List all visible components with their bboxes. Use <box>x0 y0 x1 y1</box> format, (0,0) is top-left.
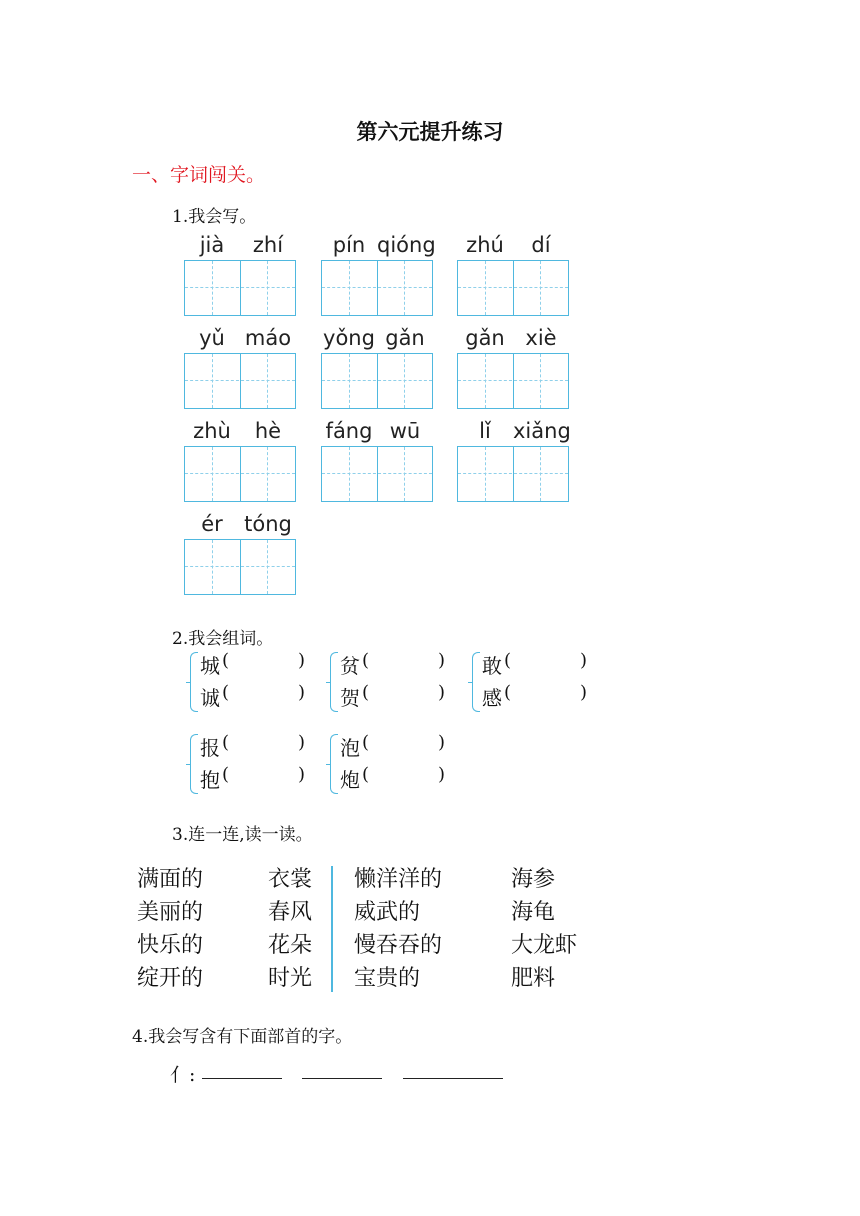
answer-blank[interactable] <box>374 732 434 756</box>
word-building-row <box>340 764 446 793</box>
open-paren: ( <box>362 650 370 671</box>
guide-line <box>458 380 568 381</box>
writing-grid <box>184 539 296 595</box>
writing-grid <box>321 260 433 316</box>
close-paren: ) <box>438 764 446 785</box>
guide-line <box>212 354 213 408</box>
guide-line <box>185 287 295 288</box>
word-building-row <box>340 650 446 679</box>
base-character: 敢 <box>482 654 502 678</box>
pinyin-label: yǒng <box>323 326 375 350</box>
guide-line <box>322 473 432 474</box>
guide-line <box>185 380 295 381</box>
close-paren: ) <box>580 650 588 671</box>
writing-grid <box>184 260 296 316</box>
pinyin-label: tóng <box>244 512 292 536</box>
word-building-row <box>200 650 306 679</box>
match-item[interactable]: 懒洋洋的 <box>354 867 443 892</box>
base-character: 贫 <box>340 654 360 678</box>
brace-tip <box>326 764 331 765</box>
answer-blank[interactable] <box>516 650 576 674</box>
pinyin-label: jià <box>199 233 225 257</box>
grid-divider <box>513 261 515 315</box>
close-paren: ) <box>298 650 306 671</box>
answer-blank[interactable] <box>234 682 294 706</box>
match-column-1 <box>137 863 203 995</box>
open-paren: ( <box>504 682 512 703</box>
brace-tip <box>186 682 191 683</box>
brace-icon <box>190 652 198 712</box>
writing-grid <box>457 353 569 409</box>
guide-line <box>267 354 268 408</box>
base-character: 感 <box>482 686 502 710</box>
guide-line <box>458 473 568 474</box>
answer-blank[interactable] <box>234 732 294 756</box>
pinyin-label: pín <box>332 233 366 257</box>
question-4-label: 4.我会写含有下面部首的字。 <box>132 1027 353 1047</box>
guide-line <box>349 261 350 315</box>
close-paren: ) <box>438 732 446 753</box>
match-item[interactable]: 花朵 <box>268 933 313 958</box>
open-paren: ( <box>222 682 230 703</box>
match-item[interactable]: 满面的 <box>137 867 204 892</box>
pinyin-label: lǐ <box>479 419 491 443</box>
pinyin-label: fáng <box>325 419 373 443</box>
brace-icon <box>190 734 198 794</box>
grid-divider <box>377 261 379 315</box>
grid-divider <box>377 447 379 501</box>
brace-icon <box>330 652 338 712</box>
close-paren: ) <box>298 732 306 753</box>
close-paren: ) <box>298 764 306 785</box>
guide-line <box>404 261 405 315</box>
answer-blank[interactable] <box>374 682 434 706</box>
grid-divider <box>240 447 242 501</box>
guide-line <box>485 261 486 315</box>
word-building-row <box>340 682 446 711</box>
match-column-2 <box>268 863 312 995</box>
grid-divider <box>240 540 242 594</box>
answer-blank-3[interactable] <box>403 1078 503 1079</box>
close-paren: ) <box>580 682 588 703</box>
pinyin-label: qióng <box>377 233 436 257</box>
word-building-row <box>340 732 446 761</box>
question-3-label: 3.连一连,读一读。 <box>172 825 313 845</box>
writing-grid <box>184 353 296 409</box>
writing-grid <box>457 446 569 502</box>
match-item[interactable]: 大龙虾 <box>511 933 578 958</box>
word-building-row <box>200 732 306 761</box>
grid-divider <box>240 261 242 315</box>
base-character: 炮 <box>340 768 360 792</box>
word-building-row <box>482 682 588 711</box>
close-paren: ) <box>298 682 306 703</box>
match-item[interactable]: 时光 <box>268 966 313 991</box>
writing-grid <box>321 353 433 409</box>
match-item[interactable]: 慢吞吞的 <box>354 933 443 958</box>
grid-divider <box>513 354 515 408</box>
question-1-label: 1.我会写。 <box>172 207 257 227</box>
match-item[interactable]: 春风 <box>268 900 313 925</box>
answer-blank[interactable] <box>374 764 434 788</box>
answer-blank[interactable] <box>374 650 434 674</box>
base-character: 泡 <box>340 736 360 760</box>
grid-divider <box>513 447 515 501</box>
open-paren: ( <box>504 650 512 671</box>
writing-grid <box>321 446 433 502</box>
writing-grid <box>184 446 296 502</box>
brace-tip <box>186 764 191 765</box>
pinyin-label: hè <box>254 419 282 443</box>
page-title: 第六元提升练习 <box>356 119 504 144</box>
match-item[interactable]: 海参 <box>511 867 556 892</box>
match-item[interactable]: 绽开的 <box>137 966 204 991</box>
base-character: 诚 <box>200 686 220 710</box>
column-divider <box>331 866 333 992</box>
open-paren: ( <box>362 732 370 753</box>
answer-blank-2[interactable] <box>302 1078 382 1079</box>
guide-line <box>349 447 350 501</box>
answer-blank[interactable] <box>516 682 576 706</box>
match-column-3 <box>354 863 442 995</box>
open-paren: ( <box>362 764 370 785</box>
guide-line <box>540 261 541 315</box>
open-paren: ( <box>362 682 370 703</box>
word-building-row <box>200 682 306 711</box>
guide-line <box>540 354 541 408</box>
match-item[interactable]: 威武的 <box>354 900 421 925</box>
guide-line <box>185 473 295 474</box>
open-paren: ( <box>222 732 230 753</box>
question-2-label: 2.我会组词。 <box>172 629 274 649</box>
pinyin-label: wū <box>389 419 421 443</box>
guide-line <box>322 380 432 381</box>
brace-tip <box>468 682 473 683</box>
guide-line <box>485 447 486 501</box>
brace-tip <box>326 682 331 683</box>
guide-line <box>212 261 213 315</box>
guide-line <box>485 354 486 408</box>
brace-icon <box>472 652 480 712</box>
pinyin-label: ér <box>201 512 223 536</box>
match-item[interactable]: 肥料 <box>511 966 556 991</box>
base-character: 报 <box>200 736 220 760</box>
grid-divider <box>240 354 242 408</box>
pinyin-label: zhú <box>466 233 504 257</box>
pinyin-label: dí <box>531 233 551 257</box>
radical-label: 亻: <box>170 1064 196 1086</box>
base-character: 城 <box>200 654 220 678</box>
match-item[interactable]: 海龟 <box>511 900 556 925</box>
match-item[interactable]: 美丽的 <box>137 900 204 925</box>
pinyin-label: zhí <box>252 233 284 257</box>
open-paren: ( <box>222 764 230 785</box>
pinyin-label: xiè <box>525 326 557 350</box>
guide-line <box>267 261 268 315</box>
brace-icon <box>330 734 338 794</box>
base-character: 贺 <box>340 686 360 710</box>
guide-line <box>540 447 541 501</box>
grid-divider <box>377 354 379 408</box>
guide-line <box>404 354 405 408</box>
answer-blank[interactable] <box>234 764 294 788</box>
match-item[interactable]: 宝贵的 <box>354 966 421 991</box>
close-paren: ) <box>438 682 446 703</box>
word-building-row <box>482 650 588 679</box>
match-item[interactable]: 快乐的 <box>137 933 204 958</box>
pinyin-label: yǔ <box>199 326 225 350</box>
guide-line <box>322 287 432 288</box>
answer-blank-1[interactable] <box>202 1078 282 1079</box>
guide-line <box>267 540 268 594</box>
match-column-4 <box>511 863 577 995</box>
section-heading: 一、字词闯关。 <box>132 164 266 186</box>
writing-grid <box>457 260 569 316</box>
guide-line <box>212 447 213 501</box>
pinyin-label: xiǎng <box>513 419 571 443</box>
answer-blank[interactable] <box>234 650 294 674</box>
pinyin-label: zhù <box>193 419 231 443</box>
guide-line <box>349 354 350 408</box>
close-paren: ) <box>438 650 446 671</box>
pinyin-label: máo <box>244 326 292 350</box>
open-paren: ( <box>222 650 230 671</box>
guide-line <box>212 540 213 594</box>
word-building-row <box>200 764 306 793</box>
guide-line <box>267 447 268 501</box>
guide-line <box>404 447 405 501</box>
guide-line <box>458 287 568 288</box>
match-item[interactable]: 衣裳 <box>268 867 313 892</box>
guide-line <box>185 566 295 567</box>
pinyin-label: gǎn <box>385 326 425 350</box>
base-character: 抱 <box>200 768 220 792</box>
pinyin-label: gǎn <box>465 326 505 350</box>
